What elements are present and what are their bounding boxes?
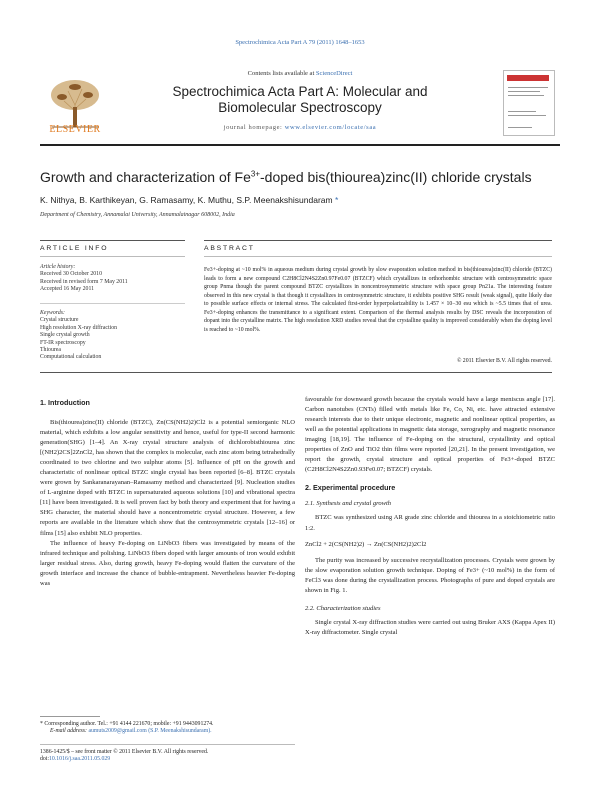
keyword-item: Single crystal growth: [40, 332, 90, 339]
experimental-heading: 2. Experimental procedure: [305, 483, 396, 493]
info-rule-mid: [40, 256, 185, 257]
affiliation: Department of Chemistry, Annamalai University, Annamalainagar 608002, India: [40, 212, 235, 218]
doi-prefix: doi:: [40, 756, 50, 763]
history-revised: Received in revised form 7 May 2011: [40, 278, 128, 285]
synthesis-heading: 2.1. Synthesis and crystal growth: [305, 500, 392, 508]
journal-title[interactable]: [160, 84, 440, 116]
sciencedirect-link[interactable]: ScienceDirect: [315, 70, 353, 77]
intro-paragraph-1: Bis(thiourea)zinc(II) chloride (BTZC), Zn(CS(NH2)2)Cl2 is a potential semiorganic NLO material, which exhibits a low angular sensitivity and hence, useful for type-II second harmonic generation(SHG) [1–4]. An X-ray crystal structure analysis of dichlorobisthiourea zinc [(NH2)2CS]2ZnCl2, has shown that the complex is molecular, each zinc atom being tetrahedrally coordinated to two chlorine and two sulphur atoms [5]. Influence of pH on the growth and characteristic of nonlinear optical BTZC single crystal has been reported [6–8]. BTZC crystals were grown by Sankaranarayanan–Ramasamy method and characterized [9]. Nucleation studies of L-arginine doped with BTZC in supersaturated aqueous solutions [10] and vibrational spectra [11] have been investigated. It is well proven fact by both theory and experiment that for having a SHG character, the material should have a noncentrometric crystal structure. However, a few reports are available in the literature which show that the centrosymmetric crystals [12–16] or films [15] also exhibit NLO properties.: [40, 419, 295, 537]
abstract-heading: ABSTRACT: [204, 245, 255, 252]
article-info-heading: ARTICLE INFO: [40, 245, 109, 252]
intro-continued: favourable for downward growth because the crystals would have a large meniscus angle [17]. Carbon nanotubes (CNTs) filled with metals like Fe, Co, Ni, etc. have attracted extensive research interests due to their unique electronic, magnetic and nonlinear optical properties, as well as the potential applications in magnetic data storage, xerography and magnetic resonance imaging [18,19]. The influence of Fe-doping on the structural, crystallinity and optical properties of ZnO and TiO2 thin films were reported [20,21]. In the present investigation, we report the growth, crystal structure and optical properties of Fe3+-doped BTZC (C2H8Cl2N4S2Zn0.93Fe0.07; BTZCF) crystals.: [305, 396, 555, 474]
doi-link[interactable]: 10.1016/j.saa.2011.05.029: [49, 756, 111, 763]
footnote-rule: [40, 716, 100, 717]
keyword-item: Thiourea: [40, 347, 61, 354]
abstract-text: Fe3+-doping at ~10 mol% in aqueous medium during crystal growth by slow evaporation solution method in bis(thiourea)zinc(II) chloride (BTZC) leads to form a new compound C2H8Cl2N4S2Zn0.97Fe0.07 (BTZCF) which crystallizes in orthorhombic structure with centrosymmetric space group Pnma though the parent compound BTZC crystallizes in noncentrosymmetric structure with space group Pn21a. The interesting feature observed in this new crystal is that though it crystallizes in centrosymmetric structure, it exhibits positive SHG result (weak signal), quite likely due to possible surface effects or internal stress. The calculated first-order hyperpolarizability is 1.457 × 10−30 esu which is ~5.5 times that of urea. Fe3+-doping enhances the transmittance to a significant extent. Comparison of the thermal analysis results by DSC reveals the incorporation of dopant into the crystalline matrix. The high resolution XRD studies reveal that the crystalline quality is improved considerably when the doping level is reached to ~10 mol%.: [204, 267, 552, 333]
footer-rule: [40, 744, 295, 745]
characterization-paragraph: Single crystal X-ray diffraction studies were carried out using Bruker AXS (Kappa Apex II) X-ray diffractometer. Single crystal: [305, 618, 555, 636]
email-link[interactable]: aumuts2009@gmail.com (S.P. Meenakshisundaram).: [88, 728, 212, 735]
abstract-rule-mid: [204, 256, 552, 257]
corresponding-footnote: [40, 721, 295, 736]
history-received: Received 30 October 2010: [40, 271, 102, 278]
corresponding-author-mark[interactable]: *: [334, 195, 339, 205]
info-rule-top: [40, 240, 185, 241]
characterization-heading: 2.2. Characterization studies: [305, 604, 381, 612]
publisher-name: ELSEVIER: [49, 124, 101, 135]
publication-info: [40, 749, 295, 764]
history-label: Article history:: [40, 264, 76, 270]
introduction-heading: 1. Introduction: [40, 398, 90, 407]
email-label: E-mail address:: [50, 728, 87, 735]
keyword-item: Crystal structure: [40, 317, 79, 324]
abstract-copyright: © 2011 Elsevier B.V. All rights reserved.: [456, 358, 552, 364]
header-divider: [40, 144, 560, 146]
keywords-label: Keywords:: [40, 310, 65, 316]
journal-title-line2: Biomolecular Spectroscopy: [218, 100, 382, 115]
synthesis-equation: ZnCl2 + 2(CS(NH2)2) → Zn(CS(NH2)2)2Cl2: [305, 540, 427, 548]
journal-cover-thumbnail: [503, 70, 555, 136]
synthesis-paragraph-2: The purity was increased by successive recrystallization processes. Crystals were grown by the slow evaporation solution growth technique. Doping of Fe3+ (~10 mol%) in the form of FeCl3 was done during the crystallization process. Photographs of pure and doped crystals are shown in Fig. 1.: [305, 556, 555, 594]
keywords: [40, 310, 175, 362]
abstract-rule-top: [204, 240, 552, 241]
keyword-item: FT-IR spectroscopy: [40, 339, 86, 346]
journal-homepage: [160, 124, 440, 131]
homepage-url[interactable]: www.elsevier.com/locate/saa: [284, 124, 377, 131]
left-column: [40, 418, 295, 589]
corresponding-author-info: * Corresponding author. Tel.: +91 4144 221670; mobile: +91 9443091274.: [40, 721, 214, 727]
synthesis-paragraph-1: BTZC was synthesized using AR grade zinc chloride and thiourea in a stoichiometric ratio 1:2.: [305, 514, 555, 532]
journal-title-line1: Spectrochimica Acta Part A: Molecular and: [172, 84, 428, 99]
homepage-prefix: journal homepage:: [223, 124, 283, 131]
abstract-rule-bottom: [40, 372, 552, 373]
info-rule-keywords: [40, 303, 185, 304]
journal-reference[interactable]: Spectrochimica Acta Part A 79 (2011) 1648–1653: [235, 39, 365, 46]
history-accepted: Accepted 16 May 2011: [40, 286, 95, 293]
article-history: [40, 264, 175, 294]
intro-paragraph-2: The influence of heavy Fe-doping on LiNbO3 fibers was investigated by means of the infrared technique and polishing. LiNbO3 fibers doped with larger amounts of iron would exhibit larger residual stress. Also, during growth, heavy Fe-doping would flatten the curvature of the growth interface and increase the chance of bubble-entrapment. Nevertheless heavier Fe-doping was: [40, 539, 295, 587]
right-column: [305, 395, 555, 638]
issn-line: 1386-1425/$ – see front matter © 2011 Elsevier B.V. All rights reserved.: [40, 749, 209, 755]
author-list: K. Nithya, B. Karthikeyan, G. Ramasamy, K. Muthu, S.P. Meenakshisundaram *: [40, 195, 339, 205]
article-title: Growth and characterization of $Fe^{3+}$-doped bis(thiourea)zinc(II) chloride crystals: [40, 169, 532, 185]
keyword-item: Computational calculation: [40, 354, 102, 361]
contents-prefix: Contents lists available at: [247, 70, 315, 77]
keyword-item: High resolution X-ray diffraction: [40, 324, 118, 331]
